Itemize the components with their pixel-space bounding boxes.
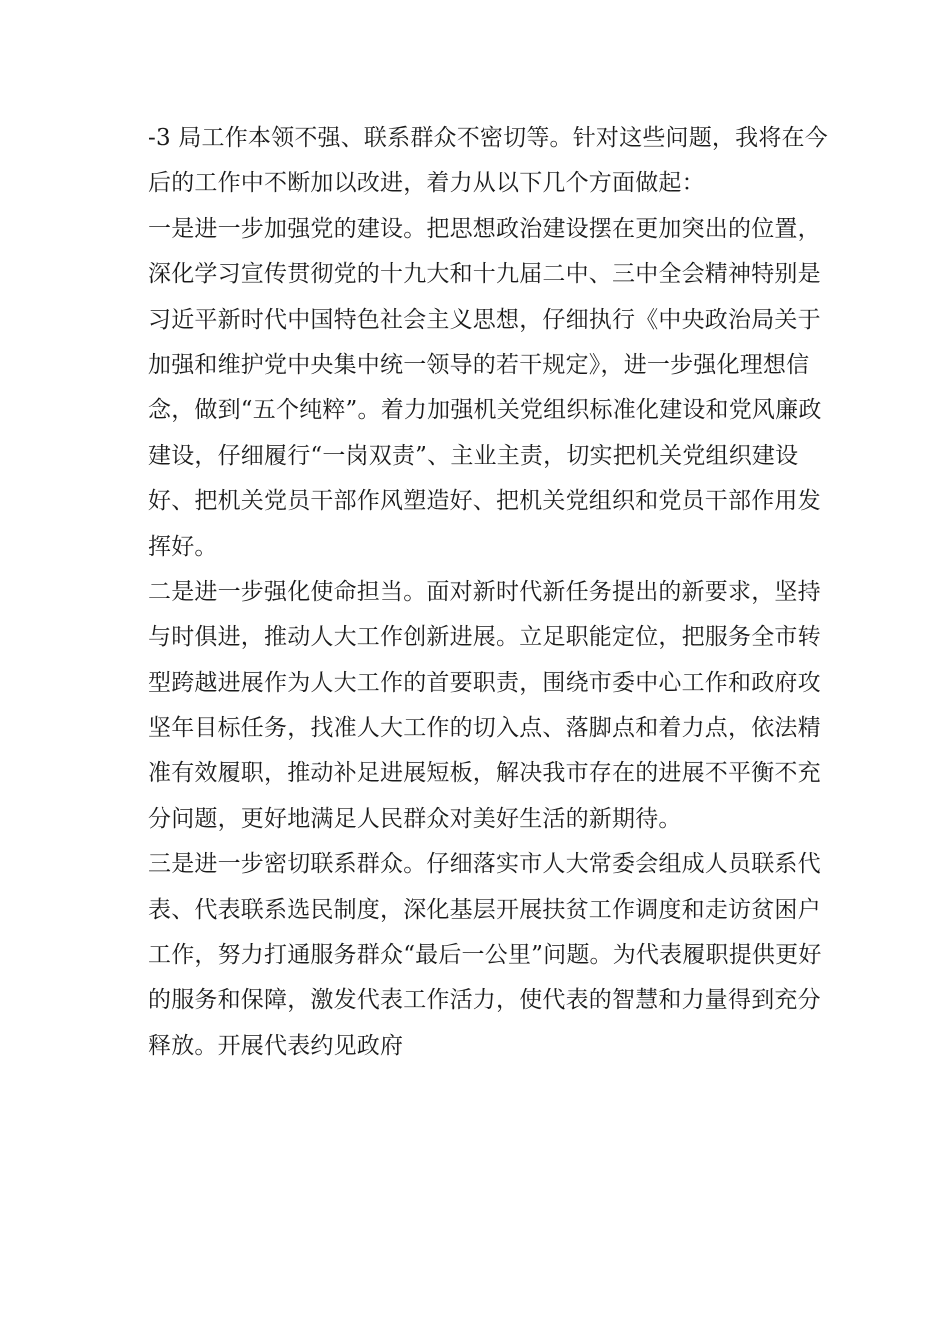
text-line: 工作，努力打通服务群众“最后一公里”问题。为代表履职提供更好 bbox=[148, 942, 822, 969]
text-line: 准有效履职，推动补足进展短板，解决我市存在的进展不平衡不充 bbox=[148, 760, 821, 787]
text-line: 建设，仔细履行“一岗双责”、主业主责，切实把机关党组织建设 bbox=[148, 442, 799, 469]
paragraph-one-start: 一是进一步加强党的建设。把思想政治建设摆在更加突出的位置， bbox=[148, 215, 821, 242]
text-line: 挥好。 bbox=[148, 533, 218, 560]
document-body bbox=[148, 116, 828, 1069]
paragraph-three-start: 三是进一步密切联系群众。仔细落实市人大常委会组成人员联系代 bbox=[148, 851, 821, 878]
text-line: 深化学习宣传贯彻党的十九大和十九届二中、三中全会精神特别是 bbox=[148, 261, 821, 288]
text-line: 念，做到“五个纯粹”。着力加强机关党组织标准化建设和党风廉政 bbox=[148, 397, 822, 424]
text-line: -3 局工作本领不强、联系群众不密切等。针对这些问题，我将在今 bbox=[148, 125, 828, 151]
text-line: 型跨越进展作为人大工作的首要职责，围绕市委中心工作和政府攻 bbox=[148, 669, 821, 696]
text-line: 释放。开展代表约见政府 bbox=[148, 1032, 404, 1059]
text-line: 加强和维护党中央集中统一领导的若干规定》，进一步强化理想信 bbox=[148, 351, 810, 378]
text-line: 表、代表联系选民制度，深化基层开展扶贫工作调度和走访贫困户 bbox=[148, 896, 821, 923]
text-line: 好、把机关党员干部作风塑造好、把机关党组织和党员干部作用发 bbox=[148, 488, 821, 515]
text-line: 的服务和保障，激发代表工作活力，使代表的智慧和力量得到充分 bbox=[148, 987, 821, 1014]
paragraph-two-start: 二是进一步强化使命担当。面对新时代新任务提出的新要求，坚持 bbox=[148, 578, 821, 605]
text-line: 与时俱进，推动人大工作创新进展。立足职能定位，把服务全市转 bbox=[148, 624, 821, 651]
text-line: 分问题，更好地满足人民群众对美好生活的新期待。 bbox=[148, 805, 682, 832]
text-line: 坚年目标任务，找准人大工作的切入点、落脚点和着力点，依法精 bbox=[148, 715, 821, 742]
text-line: 后的工作中不断加以改进，着力从以下几个方面做起： bbox=[148, 170, 705, 197]
text-line: 习近平新时代中国特色社会主义思想，仔细执行《中央政治局关于 bbox=[148, 306, 821, 333]
